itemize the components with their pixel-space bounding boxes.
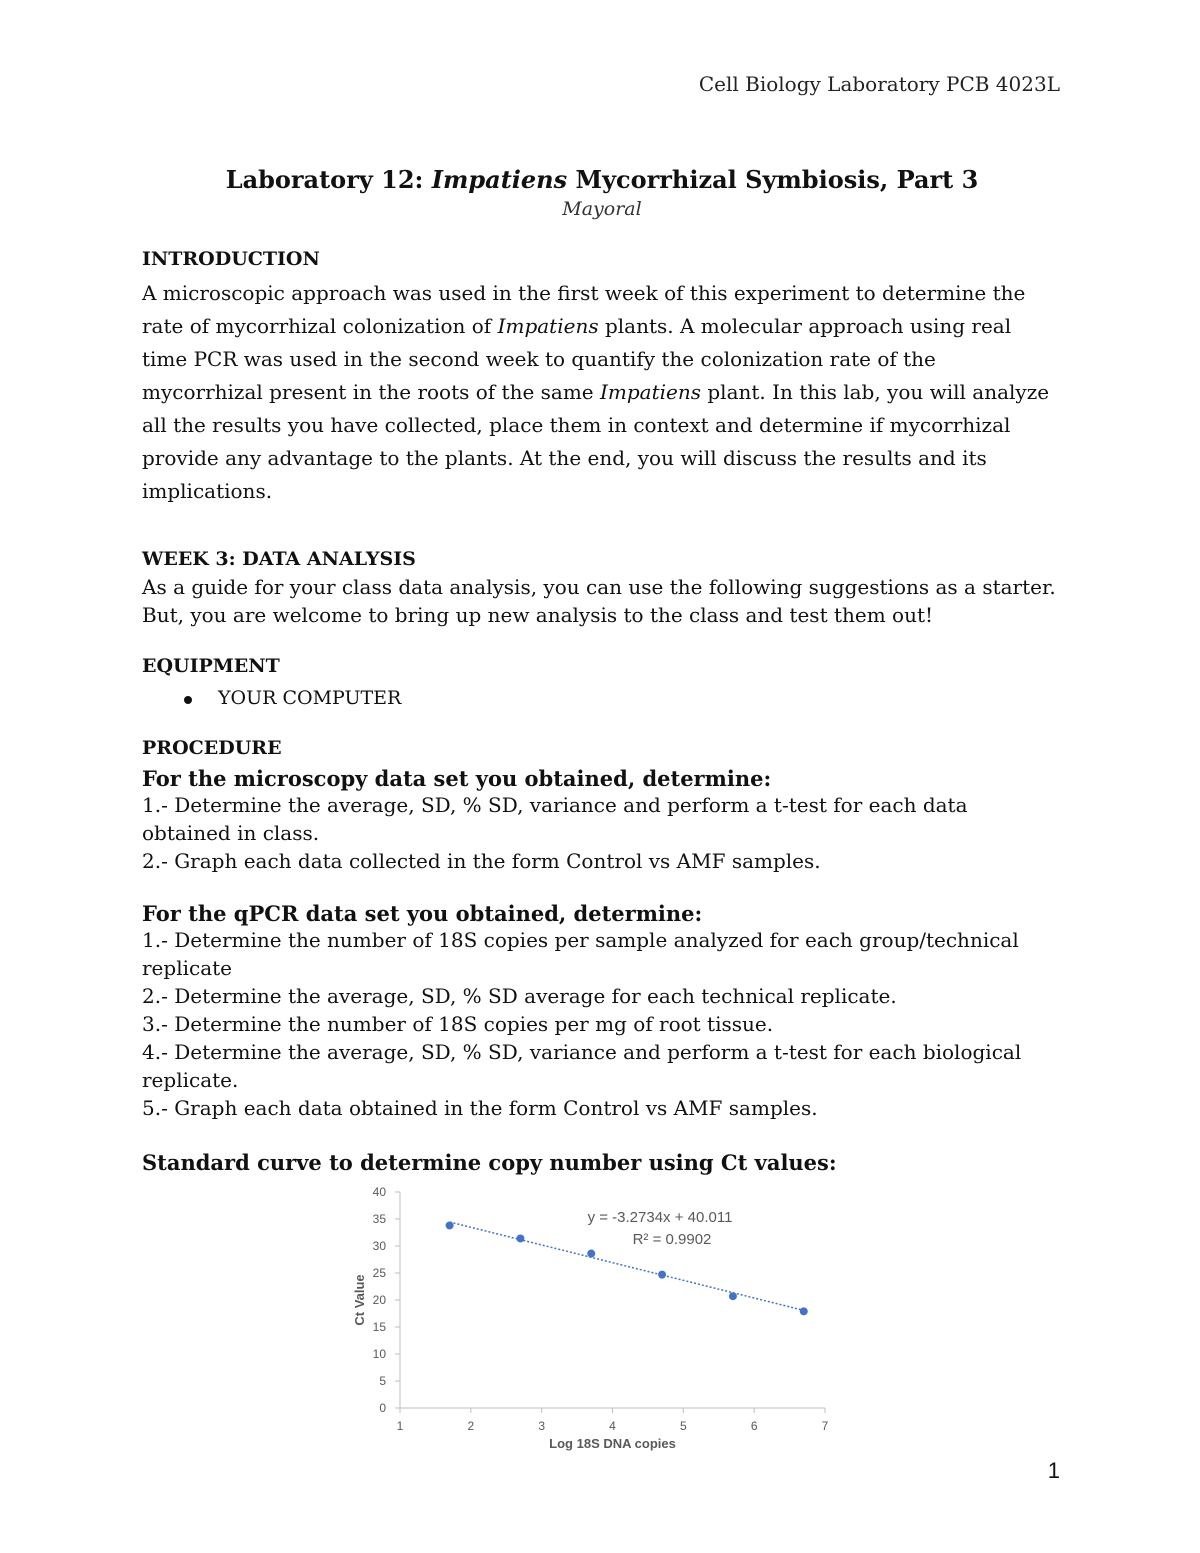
data-point: [587, 1250, 595, 1258]
running-header: Cell Biology Laboratory PCB 4023L: [698, 72, 1060, 96]
title-genus: Impatiens: [431, 165, 568, 194]
x-tick-label: 7: [821, 1419, 829, 1433]
data-point: [658, 1271, 666, 1279]
standard-curve-heading: Standard curve to determine copy number using Ct values:: [142, 1150, 837, 1176]
y-tick-label: 10: [372, 1347, 386, 1361]
y-tick-label: 35: [372, 1212, 386, 1226]
x-tick-label: 4: [609, 1419, 616, 1433]
x-axis-label: Log 18S DNA copies: [549, 1436, 676, 1451]
title-prefix: Laboratory 12:: [225, 165, 432, 194]
microscopy-step: 2.- Graph each data collected in the form Control vs AMF samples.: [142, 849, 821, 874]
equation-label: y = -3.2734x + 40.011: [587, 1209, 733, 1226]
page-number: 1: [1047, 1458, 1060, 1483]
trendline: [450, 1222, 804, 1310]
data-point: [729, 1292, 737, 1300]
equipment-heading: EQUIPMENT: [142, 654, 280, 677]
title-suffix: Mycorrhizal Symbiosis, Part 3: [567, 165, 979, 194]
qpcr-step: 2.- Determine the average, SD, % SD average for each technical replicate.: [142, 984, 897, 1009]
y-axis-label: Ct Value: [352, 1274, 367, 1326]
microscopy-heading: For the microscopy data set you obtained, determine:: [142, 766, 772, 792]
page-title: [142, 165, 1062, 194]
qpcr-heading: For the qPCR data set you obtained, determine:: [142, 901, 703, 927]
chart-svg: [340, 1180, 840, 1460]
introduction-heading: INTRODUCTION: [142, 248, 320, 270]
procedure-heading: PROCEDURE: [142, 737, 282, 760]
y-tick-label: 20: [372, 1293, 386, 1307]
qpcr-step: 4.- Determine the average, SD, % SD, variance and perform a t-test for each biological replicate.: [142, 1040, 1022, 1093]
data-point: [446, 1221, 454, 1229]
r-squared-label: R² = 0.9902: [632, 1231, 712, 1248]
x-tick-label: 2: [467, 1419, 475, 1433]
equipment-list: [142, 687, 1062, 709]
week3-heading: WEEK 3: DATA ANALYSIS: [142, 547, 416, 570]
week3-paragraph: As a guide for your class data analysis, you can use the following suggestions as a starter. But, you are welcome to bring up new analysis to the class and test them out!: [142, 574, 1056, 627]
equipment-item: YOUR COMPUTER: [142, 687, 1062, 709]
standard-curve-chart: [340, 1180, 840, 1460]
qpcr-step: 3.- Determine the number of 18S copies per mg of root tissue.: [142, 1012, 774, 1037]
y-tick-label: 5: [379, 1374, 386, 1388]
x-tick-label: 1: [396, 1419, 404, 1433]
introduction-paragraph: A microscopic approach was used in the first week of this experiment to determine the rate of mycorrhizal colonization of Impatiens plants. A molecular approach using real time PCR was used in the second week to quantify the colonization rate of the mycorrhizal present in the roots of the same Impatiens plant. In this lab, you will analyze all the results you have collected, place them in context and determine if mycorrhizal provide any advantage to the plants. At the end, you will discuss the results and its implications.: [142, 280, 1050, 503]
x-tick-label: 6: [750, 1419, 758, 1433]
x-tick-label: 3: [538, 1419, 546, 1433]
y-tick-label: 40: [372, 1185, 386, 1199]
y-tick-label: 0: [379, 1401, 386, 1415]
data-point: [800, 1307, 808, 1315]
document-body: [142, 165, 1062, 1175]
y-tick-label: 15: [372, 1320, 386, 1334]
y-tick-label: 30: [372, 1239, 386, 1253]
qpcr-step: 5.- Graph each data obtained in the form Control vs AMF samples.: [142, 1096, 818, 1121]
data-point: [516, 1234, 524, 1242]
author: Mayoral: [562, 198, 642, 220]
qpcr-step: 1.- Determine the number of 18S copies per sample analyzed for each group/technical replicate: [142, 928, 1019, 981]
x-tick-label: 5: [679, 1419, 687, 1433]
microscopy-step: 1.- Determine the average, SD, % SD, variance and perform a t-test for each data obtained in class.: [142, 793, 968, 846]
y-tick-label: 25: [372, 1266, 386, 1280]
